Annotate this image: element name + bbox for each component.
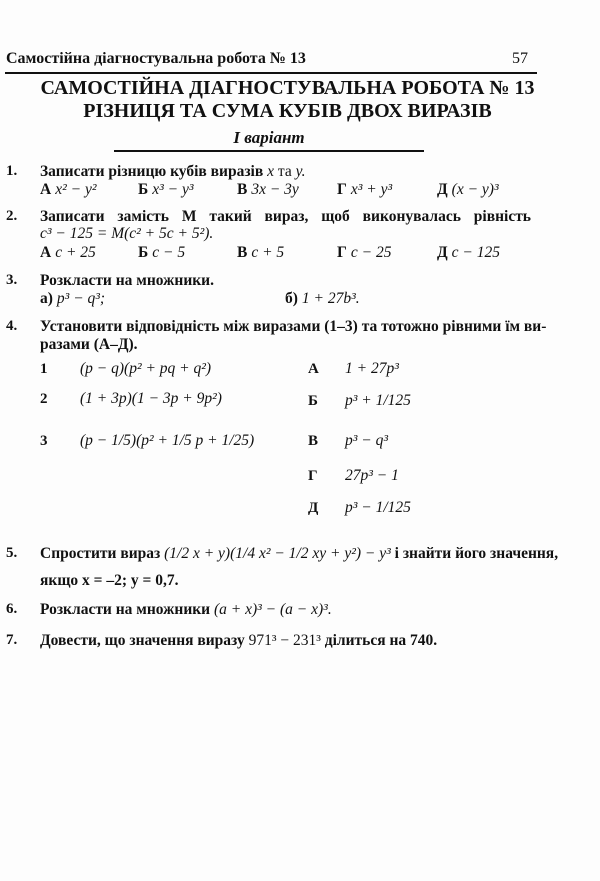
task-1-option-d[interactable]: Г x³ + y³ — [337, 181, 393, 198]
task-1-and: та — [277, 163, 292, 180]
task-1-option-c[interactable]: В 3x − 3y — [237, 181, 299, 198]
task-1-var-y: y. — [295, 163, 306, 180]
task-2-equation: c³ − 125 = M(c² + 5c + 5²). — [40, 225, 214, 242]
task-3-part-b: б) 1 + 27b³. — [285, 290, 360, 307]
match-right-expr-a: 1 + 27p³ — [345, 360, 399, 377]
task-2-number: 2. — [6, 208, 18, 224]
task-4-number: 4. — [6, 318, 18, 334]
task-6-number: 6. — [6, 601, 18, 617]
task-5-number: 5. — [6, 545, 18, 561]
match-left-label-1: 1 — [40, 361, 48, 377]
variant-heading: I варіант — [233, 128, 305, 147]
match-left-label-2: 2 — [40, 391, 48, 407]
task-5-question: Спростити вираз — [40, 545, 161, 562]
match-left-label-3: 3 — [40, 433, 48, 449]
task-2-option-b[interactable]: Б c − 5 — [138, 244, 186, 261]
task-1-option-e[interactable]: Д (x − y)³ — [437, 181, 499, 198]
task-7-text-after: ділиться на 740. — [324, 632, 438, 649]
page-number: 57 — [512, 50, 528, 67]
task-3-part-a: а) p³ − q³; — [40, 290, 106, 307]
task-7-text — [40, 632, 437, 650]
task-4-text-line1: Установити відповідність між виразами (1–3) та тотожно рівними їм ви- — [40, 318, 547, 335]
task-2-option-e[interactable]: Д c − 125 — [437, 244, 501, 261]
match-right-label-b: Б — [308, 393, 318, 409]
task-3-number: 3. — [6, 272, 18, 288]
running-header-title: Самостійна діагностувальна робота № 13 — [6, 50, 306, 67]
task-2-option-a[interactable]: А c + 25 — [40, 244, 96, 261]
task-6-question: Розкласти на множники — [40, 601, 211, 618]
page-title-line2: РІЗНИЦЯ ТА СУМА КУБІВ ДВОХ ВИРАЗІВ — [83, 100, 492, 122]
task-7-question: Довести, що значення виразу — [40, 632, 245, 649]
match-right-expr-d: 27p³ − 1 — [345, 467, 399, 484]
header-rule — [5, 72, 537, 74]
task-5-text-after: і знайти його значення, — [394, 545, 559, 562]
task-1-option-a[interactable]: А x² − y² — [40, 181, 97, 198]
match-right-expr-b: p³ + 1/125 — [345, 392, 411, 409]
match-left-expr-1: (p − q)(p² + pq + q²) — [80, 360, 212, 377]
task-1-var-x: x — [267, 163, 274, 180]
match-right-label-c: В — [308, 433, 319, 449]
task-1-option-b[interactable]: Б x³ − y³ — [138, 181, 194, 198]
variant-underline — [114, 150, 424, 152]
task-2-option-c[interactable]: В c + 5 — [237, 244, 285, 261]
task-2-text: Записати замість M такий вираз, щоб виконувалась рівність — [40, 208, 532, 225]
task-7-number: 7. — [6, 632, 18, 648]
task-1-question: Записати різницю кубів виразів — [40, 163, 264, 180]
task-6-text — [40, 601, 332, 619]
task-1-number: 1. — [6, 163, 18, 179]
match-right-label-d: Г — [308, 468, 318, 484]
match-right-label-a: А — [308, 361, 319, 377]
task-4-text-line2: разами (А–Д). — [40, 336, 138, 353]
task-5-expression: (1/2 x + y)(1/4 x² − 1/2 xy + y²) − y³ — [164, 545, 391, 562]
match-right-label-e: Д — [308, 500, 319, 516]
task-6-expression: (a + x)³ − (a − x)³. — [213, 601, 332, 618]
match-left-expr-3: (p − 1/5)(p² + 1/5 p + 1/25) — [80, 432, 255, 449]
task-3-text: Розкласти на множники. — [40, 272, 214, 289]
match-left-expr-2: (1 + 3p)(1 − 3p + 9p²) — [80, 390, 222, 407]
task-5-text — [40, 545, 558, 563]
task-7-expression: 971³ − 231³ — [248, 632, 321, 649]
task-1-text — [40, 163, 306, 181]
match-right-expr-c: p³ − q³ — [345, 432, 389, 449]
page-title-line1: САМОСТІЙНА ДІАГНОСТУВАЛЬНА РОБОТА № 13 — [40, 77, 535, 99]
task-2-option-d[interactable]: Г c − 25 — [337, 244, 392, 261]
task-5-condition: якщо x = –2; y = 0,7. — [40, 572, 179, 589]
match-right-expr-e: p³ − 1/125 — [345, 499, 411, 516]
